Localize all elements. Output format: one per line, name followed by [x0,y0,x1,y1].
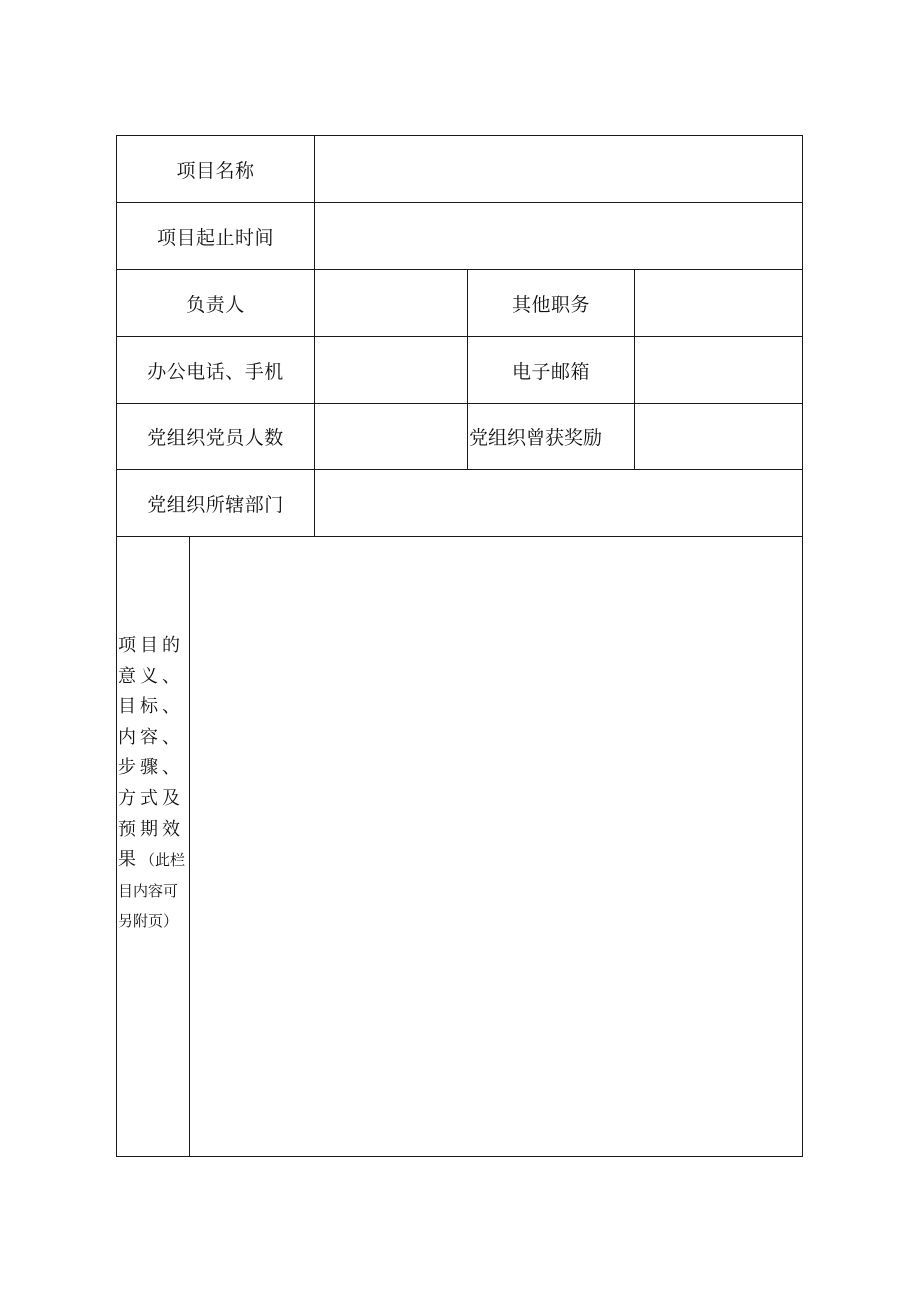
email-label: 电子邮箱 [511,360,590,383]
other-position-label: 其他职务 [511,293,590,316]
member-count-field[interactable] [315,404,467,469]
email-field[interactable] [635,337,802,403]
awards-label: 党组织曾获奖励 [469,427,603,449]
phone-label: 办公电话、手机 [147,360,284,383]
project-period-label: 项目起止时间 [156,226,274,249]
departments-label: 党组织所辖部门 [147,493,284,516]
project-application-form [116,135,803,1157]
leader-field[interactable] [315,270,467,336]
project-name-label: 项目名称 [176,159,255,182]
leader-label: 负责人 [186,293,245,316]
table-border-bottom [116,1156,803,1157]
member-count-label: 党组织党员人数 [147,427,284,449]
phone-field[interactable] [315,337,467,403]
project-period-field[interactable] [315,203,802,269]
other-position-field[interactable] [635,270,802,336]
description-field[interactable] [190,537,802,1156]
departments-field[interactable] [315,470,802,536]
project-name-field[interactable] [315,136,802,202]
table-border-right [802,135,803,1157]
description-note: （此栏目内容可另附页） [118,851,186,931]
description-label-block [118,631,188,937]
description-label: 项目的意义、目标、内容、步骤、方式及预期效果 [118,635,184,871]
awards-field[interactable] [635,404,802,469]
